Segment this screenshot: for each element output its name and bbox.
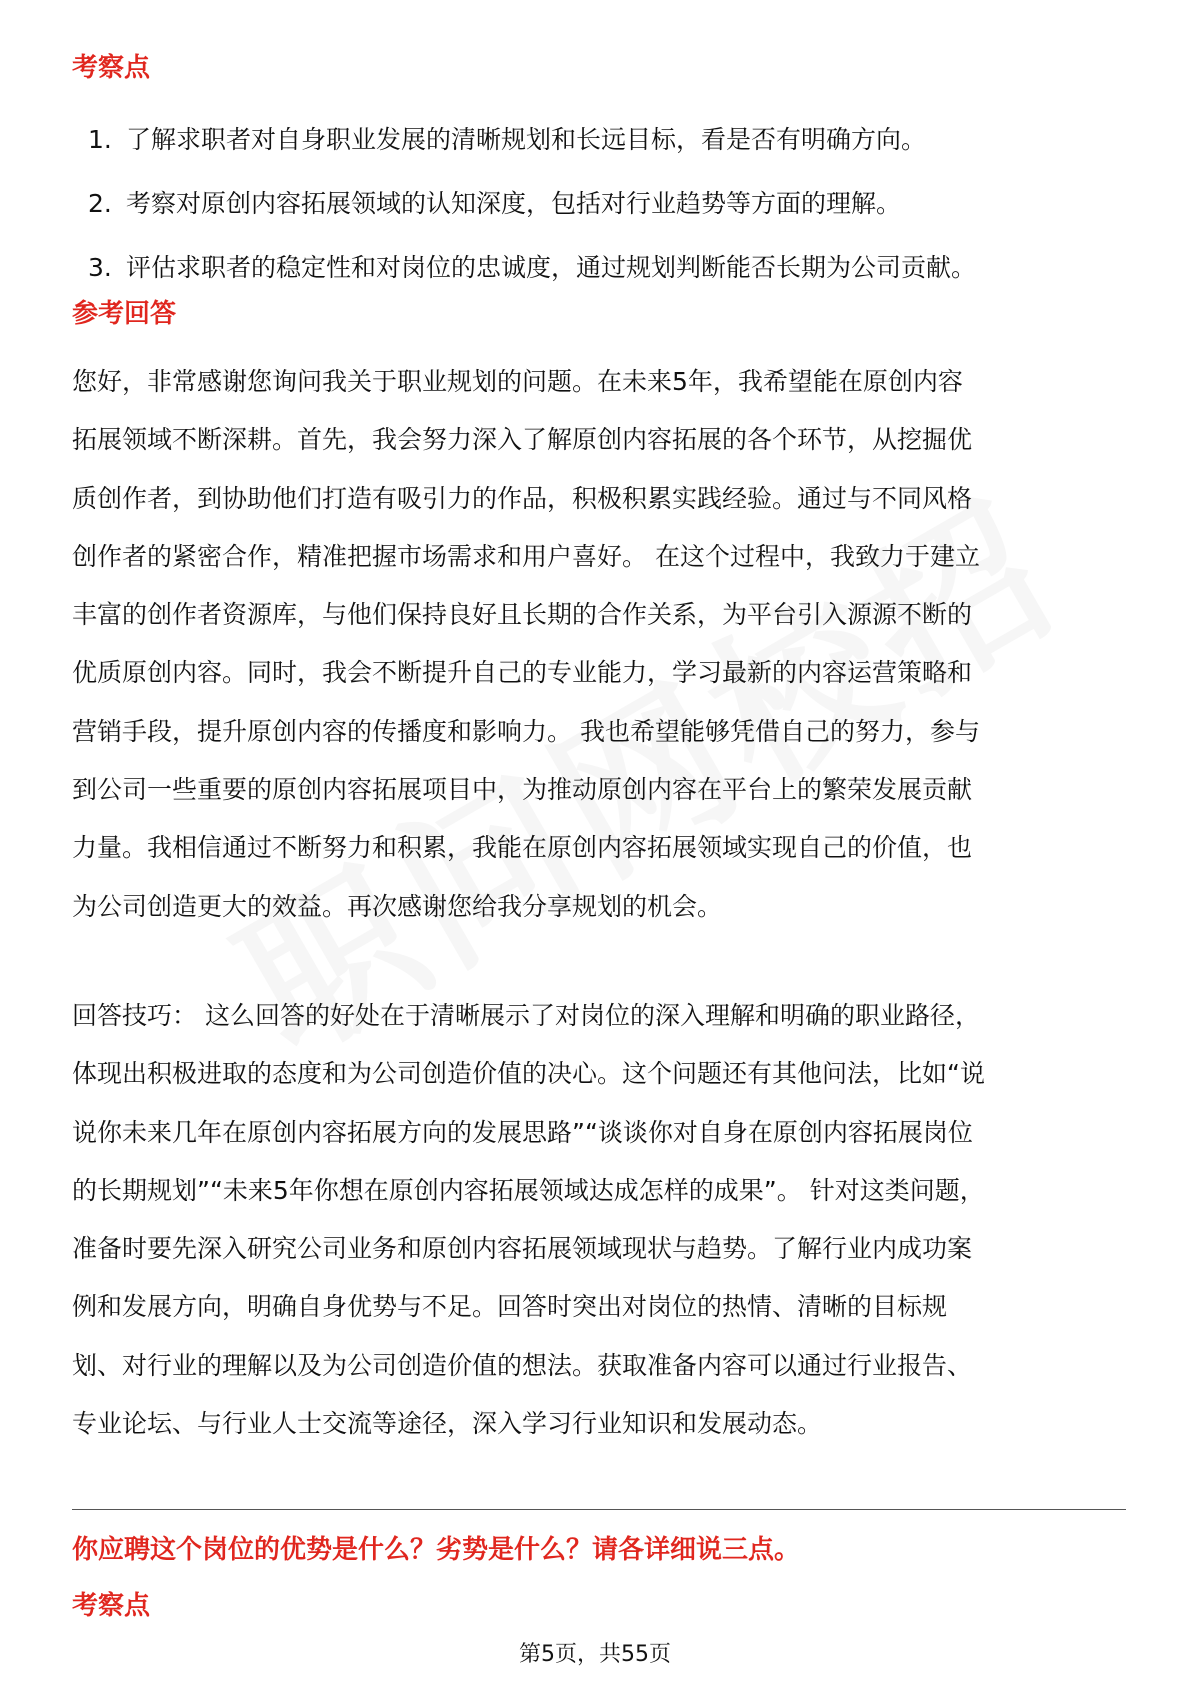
list-item-number: 3.	[88, 253, 112, 282]
paragraph-line: 力量。我相信通过不断努力和积累，我能在原创内容拓展领域实现自己的价值，也	[72, 833, 973, 863]
paragraph-line: 例和发展方向，明确自身优势与不足。回答时突出对岗位的热情、清晰的目标规	[72, 1292, 948, 1322]
section-title-evaluation-points: 考察点	[72, 53, 151, 83]
page-number-footer: 第5页，共55页	[519, 1642, 671, 1667]
paragraph-line: 专业论坛、与行业人士交流等途径，深入学习行业知识和发展动态。	[72, 1409, 823, 1439]
answer-tips-paragraph	[72, 998, 1122, 1464]
paragraph-line: 准备时要先深入研究公司业务和原创内容拓展领域现状与趋势。了解行业内成功案	[72, 1234, 973, 1264]
paragraph-line: 您好，非常感谢您询问我关于职业规划的问题。在未来5年，我希望能在原创内容	[72, 367, 963, 396]
paragraph-line: 为公司创造更大的效益。再次感谢您给我分享规划的机会。	[72, 891, 723, 921]
paragraph-line: 划、对行业的理解以及为公司创造价值的想法。获取准备内容可以通过行业报告、	[72, 1350, 973, 1380]
paragraph-line: 营销手段，提升原创内容的传播度和影响力。 我也希望能够凭借自己的努力，参与	[72, 716, 980, 746]
list-item-number: 2.	[88, 189, 112, 218]
section-title-evaluation-points-next: 考察点	[72, 1591, 151, 1621]
paragraph-line: 质创作者，到协助他们打造有吸引力的作品，积极积累实践经验。通过与不同风格	[72, 483, 973, 513]
paragraph-line: 到公司一些重要的原创内容拓展项目中，为推动原创内容在平台上的繁荣发展贡献	[72, 775, 973, 805]
section-divider	[72, 1509, 1126, 1510]
paragraph-line: 优质原创内容。同时，我会不断提升自己的专业能力，学习最新的内容运营策略和	[72, 658, 973, 688]
next-question-title: 你应聘这个岗位的优势是什么？劣势是什么？请各详细说三点。	[72, 1535, 801, 1565]
paragraph-line: 说你未来几年在原创内容拓展方向的发展思路”“谈谈你对自身在原创内容拓展岗位	[72, 1117, 973, 1147]
list-item-text: 考察对原创内容拓展领域的认知深度，包括对行业趋势等方面的理解。	[126, 189, 902, 218]
reference-answer-paragraph	[72, 364, 1122, 947]
paragraph-line: 回答技巧： 这么回答的好处在于清晰展示了对岗位的深入理解和明确的职业路径，	[72, 1001, 980, 1030]
list-item-text: 评估求职者的稳定性和对岗位的忠诚度，通过规划判断能否长期为公司贡献。	[126, 253, 977, 282]
paragraph-line: 丰富的创作者资源库，与他们保持良好且长期的合作关系，为平台引入源源不断的	[72, 600, 973, 630]
paragraph-line: 拓展领域不断深耕。首先，我会努力深入了解原创内容拓展的各个环节，从挖掘优	[72, 425, 973, 455]
paragraph-line: 创作者的紧密合作，精准把握市场需求和用户喜好。 在这个过程中，我致力于建立	[72, 541, 980, 571]
paragraph-line: 的长期规划”“未来5年你想在原创内容拓展领域达成怎样的成果”。 针对这类问题，	[72, 1175, 985, 1205]
paragraph-line: 体现出积极进取的态度和为公司创造价值的决心。这个问题还有其他问法，比如“说	[72, 1059, 985, 1089]
list-item-text: 了解求职者对自身职业发展的清晰规划和长远目标，看是否有明确方向。	[126, 125, 927, 154]
list-item-number: 1.	[88, 125, 112, 154]
section-title-reference-answer: 参考回答	[72, 299, 177, 329]
